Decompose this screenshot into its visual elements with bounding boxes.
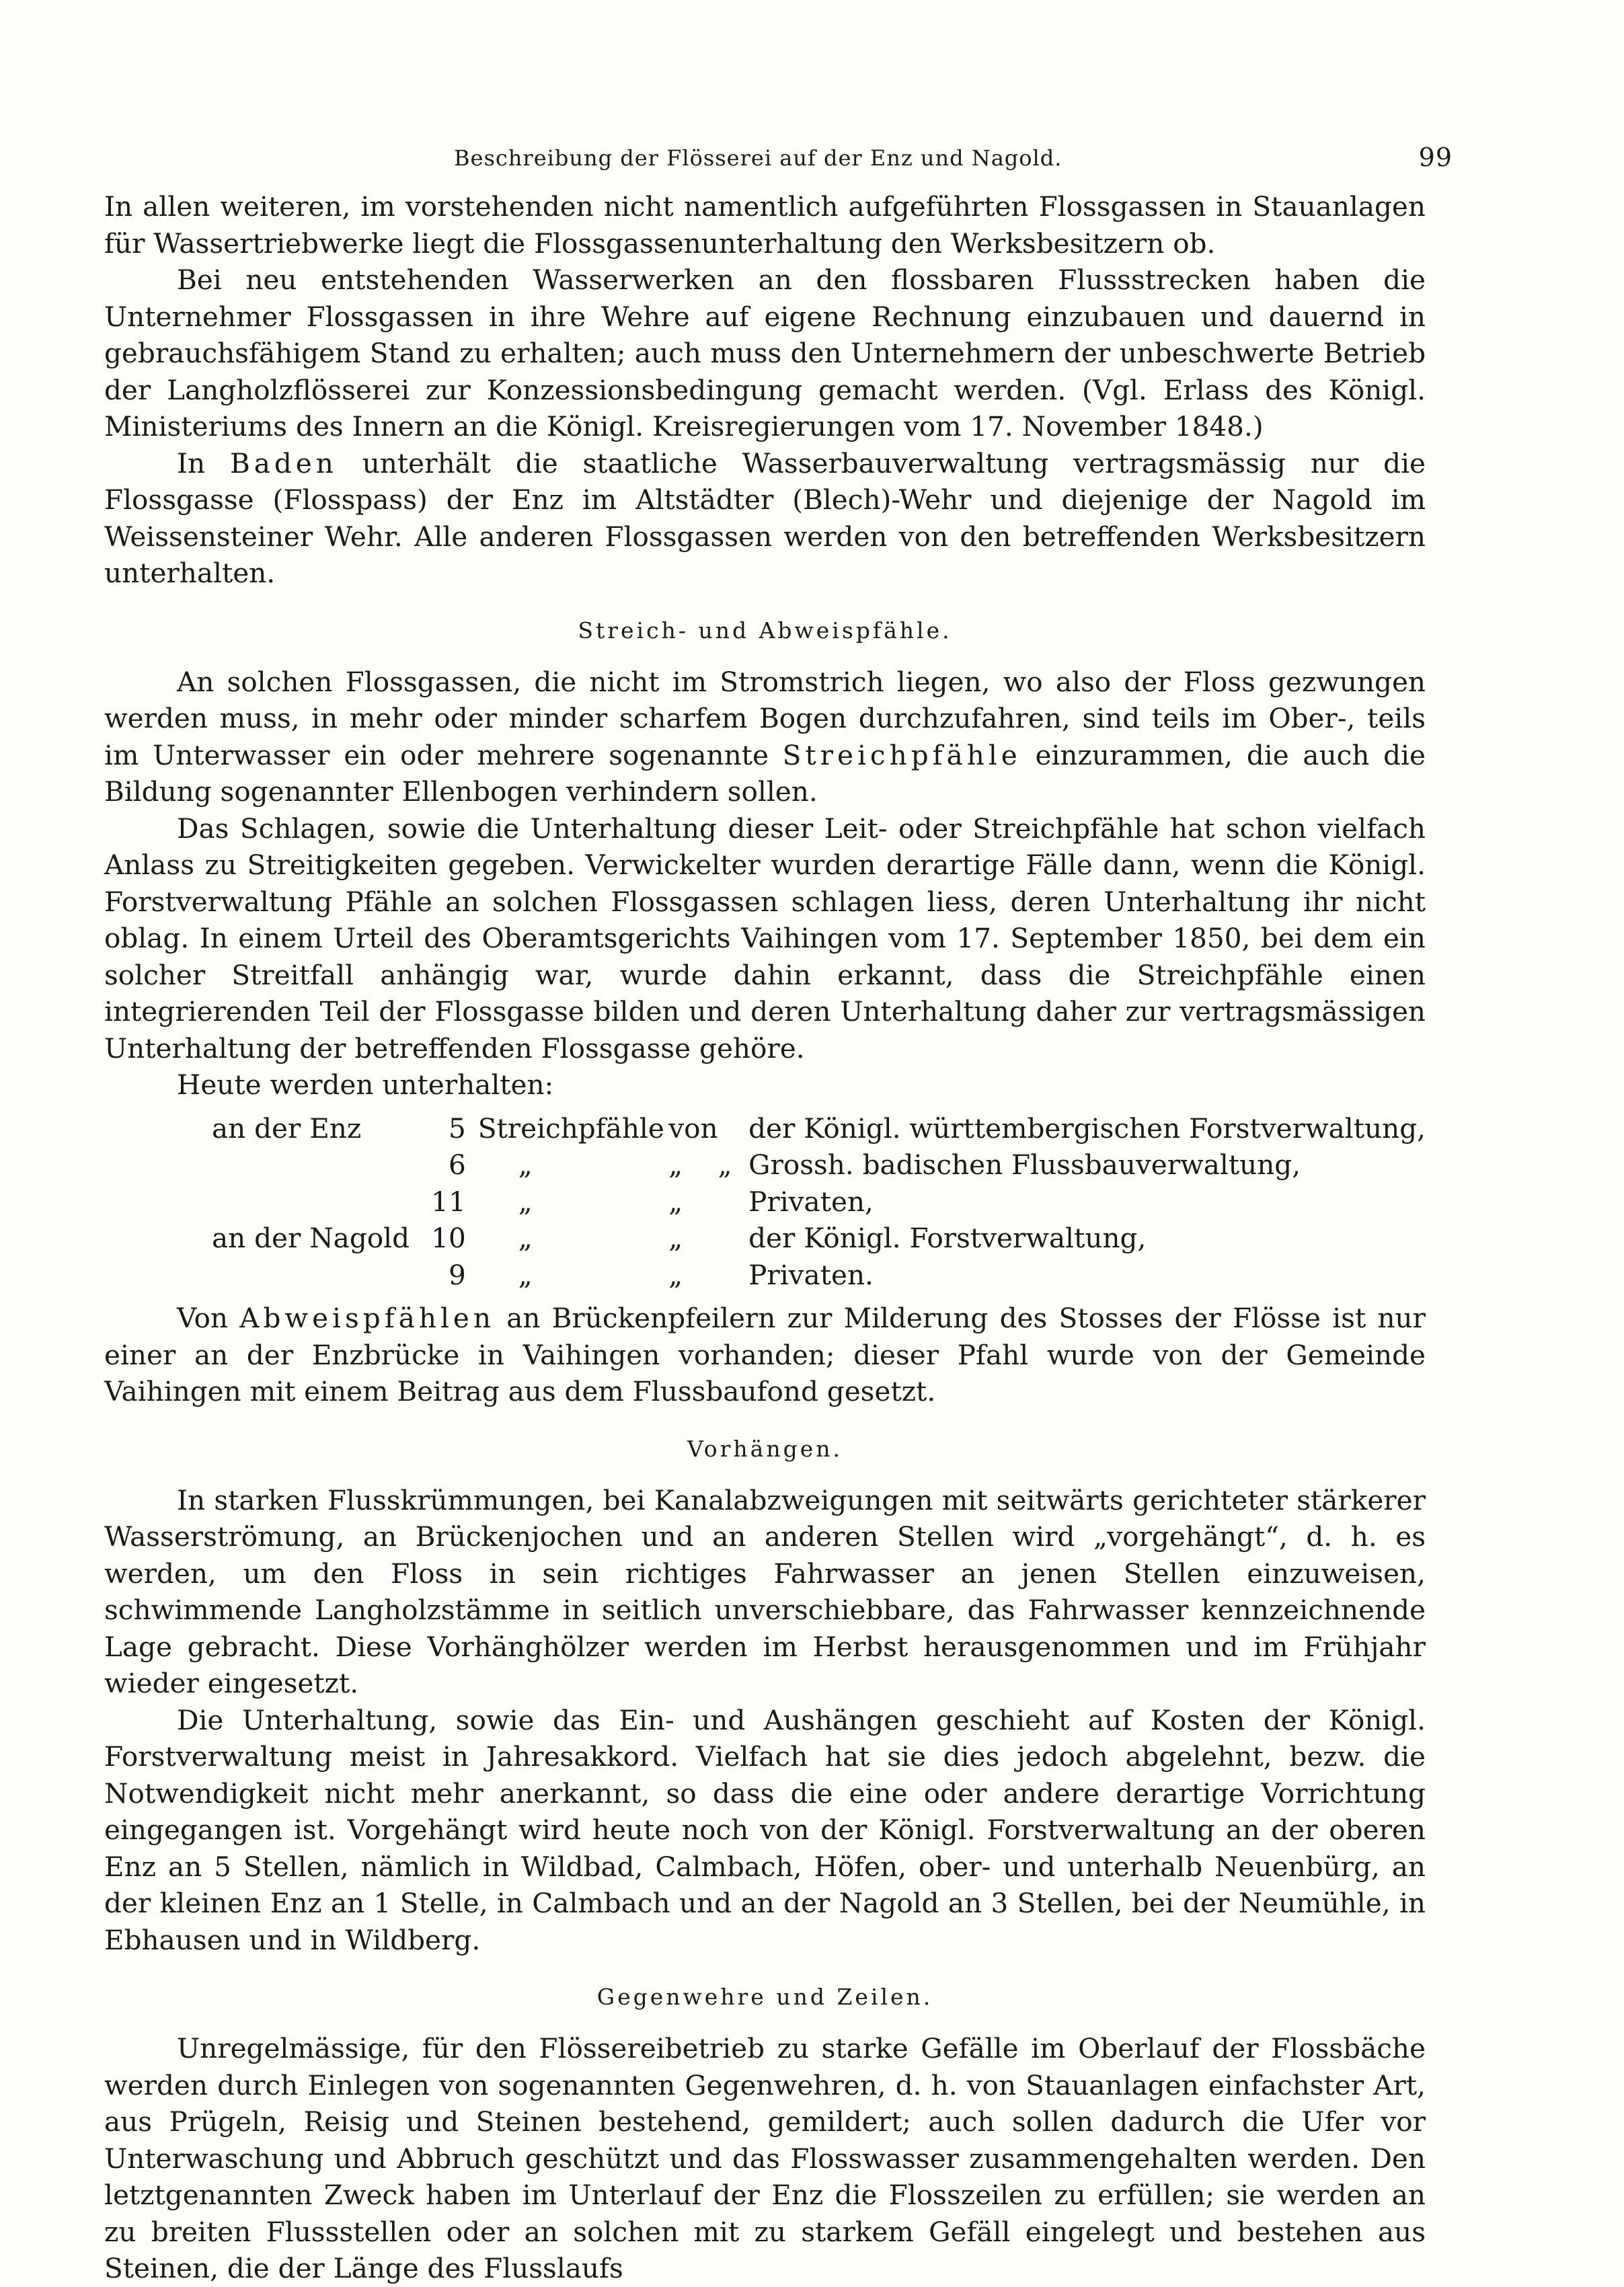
- section-heading-vorhaengen: Vorhängen.: [687, 1435, 843, 1462]
- page-number: 99: [1418, 143, 1453, 172]
- running-head: [104, 134, 1453, 188]
- paragraph-vorhaengen-2: Die Unterhaltung, sowie das Ein- und Aushängen geschieht auf Kosten der Königl. Forstverwaltung meist in Jahresakkord. Vielfach hat sie dies jedoch abgelehnt, bezw. die Notwendigkeit nicht mehr anerkannt, so dass die eine oder andere derartige Vorrichtung eingegangen ist. Vorgehängt wird heute noch von der Königl. Forstverwaltung an der oberen Enz an 5 Stellen, nämlich in Wildbad, Calmbach, Höfen, ober- und unterhalb Neuenbürg, an der kleinen Enz an 1 Stelle, in Calmbach und an der Nagold an 3 Stellen, bei der Neumühle, in Ebhausen und in Wildberg.: [104, 1703, 1426, 1956]
- paragraph-vorhaengen-1: In starken Flusskrümmungen, bei Kanalabzweigungen mit seitwärts gerichteter stärkerer Wasserströmung, an Brückenjochen und an anderen Stellen wird „vorgehängt“, d. h. es werden, um den Floss in sein richtiges Fahrwasser an jenen Stellen einzuweisen, schwimmende Langholzstämme in seitlich unverschiebbare, das Fahrwasser kennzeichnende Lage gebracht. Diese Vorhänghölzer werden im Herbst herausgenommen und im Frühjahr wieder eingesetzt.: [104, 1483, 1426, 1699]
- list-item: 9 „ „ Privaten.: [448, 1258, 874, 1291]
- running-head-title: Beschreibung der Flösserei auf der Enz und Nagold.: [454, 145, 1062, 171]
- paragraph-1: In allen weiteren, im vorstehenden nicht namentlich aufgeführten Flossgassen in Stauanlagen für Wassertriebwerke liegt die Flossgassenunterhaltung den Werksbesitzern ob.: [104, 190, 1426, 260]
- list-item: an der Nagold 10 „ „ der Königl. Forstverwaltung,: [212, 1222, 1147, 1254]
- list-item: an der Enz 5 Streichpfähle von der Königl. württembergischen Forstverwaltung,: [212, 1112, 1426, 1145]
- list-item: 6 „ „ „ Grossh. badischen Flussbauverwaltung,: [448, 1149, 1301, 1181]
- emphasis-baden: Baden: [229, 447, 338, 479]
- paragraph-abweis: Von Abweispfählen an Brückenpfeilern zur Milderung des Stosses der Flösse ist nur einer an der Enzbrücke in Vaihingen vorhanden; dieser Pfahl wurde von der Gemeinde Vaihingen mit einem Beitrag aus dem Flussbaufond gesetzt.: [104, 1302, 1426, 1407]
- paragraph-3: In Baden unterhält die staatliche Wasserbauverwaltung vertragsmässig nur die Flossgasse (Flosspass) der Enz im Altstädter (Blech)-Wehr und diejenige der Nagold im Weissensteiner Wehr. Alle anderen Flossgassen werden von den betreffenden Werksbesitzern unterhalten.: [104, 447, 1426, 589]
- section-heading-gegenwehre: Gegenwehre und Zeilen.: [596, 1984, 933, 2010]
- paragraph-streich-2: Das Schlagen, sowie die Unterhaltung dieser Leit- oder Streichpfähle hat schon vielfach Anlass zu Streitigkeiten gegeben. Verwickelter wurden derartige Fälle dann, wenn die Königl. Forstverwaltung Pfähle an solchen Flossgassen schlagen liess, deren Unterhaltung ihr nicht oblag. In einem Urteil des Oberamtsgerichts Vaihingen vom 17. September 1850, bei dem ein solcher Streitfall anhängig war, wurde dahin erkannt, dass die Streichpfähle einen integrierenden Teil der Flossgasse bilden und deren Unterhaltung daher zur vertragsmässigen Unterhaltung der betreffenden Flossgasse gehöre.: [104, 812, 1426, 1064]
- section-heading-streich: Streich- und Abweispfähle.: [578, 617, 952, 644]
- paragraph-gegenwehre-1: Unregelmässige, für den Flössereibetrieb zu starke Gefälle im Oberlauf der Flossbäche werden durch Einlegen von sogenannten Gegenwehren, d. h. von Stauanlagen einfachster Art, aus Prügeln, Reisig und Steinen bestehend, gemildert; auch sollen dadurch die Ufer vor Unterwaschung und Abbruch geschützt und das Flosswasser zusammengehalten werden. Den letztgenannten Zweck haben im Unterlauf der Enz die Flosszeilen zu erfüllen; sie werden an zu breiten Flussstellen oder an solchen mit zu starkem Gefäll eingelegt und bestehen aus Steinen, die der Länge des Flusslaufs: [104, 2032, 1426, 2284]
- paragraph-streich-3: Heute werden unterhalten:: [177, 1069, 554, 1101]
- paragraph-2: Bei neu entstehenden Wasserwerken an den flossbaren Flussstrecken haben die Unternehmer Flossgassen in ihre Wehre auf eigene Rechnung einzubauen und dauernd in gebrauchsfähigem Stand zu erhalten; auch muss den Unternehmern der unbeschwerte Betrieb der Langholzflösserei zur Konzessionsbedingung gemacht werden. (Vgl. Erlass des Königl. Ministeriums des Innern an die Königl. Kreisregierungen vom 17. November 1848.): [104, 264, 1426, 442]
- paragraph-streich-1: An solchen Flossgassen, die nicht im Stromstrich liegen, wo also der Floss gezwungen werden muss, in mehr oder minder scharfem Bogen durchzufahren, sind teils im Ober-, teils im Unterwasser ein oder mehrere sogenannte Streichpfähle einzurammen, die auch die Bildung sogenannter Ellenbogen verhindern sollen.: [104, 665, 1426, 808]
- emphasis-streichpfaehle: Streichpfähle: [782, 738, 1021, 771]
- document-page: [104, 134, 1453, 2287]
- list-item: 11 „ „ Privaten,: [431, 1185, 874, 1218]
- emphasis-abweispfaehlen: Abweispfählen: [239, 1302, 495, 1334]
- maintenance-list: [104, 1110, 1426, 1294]
